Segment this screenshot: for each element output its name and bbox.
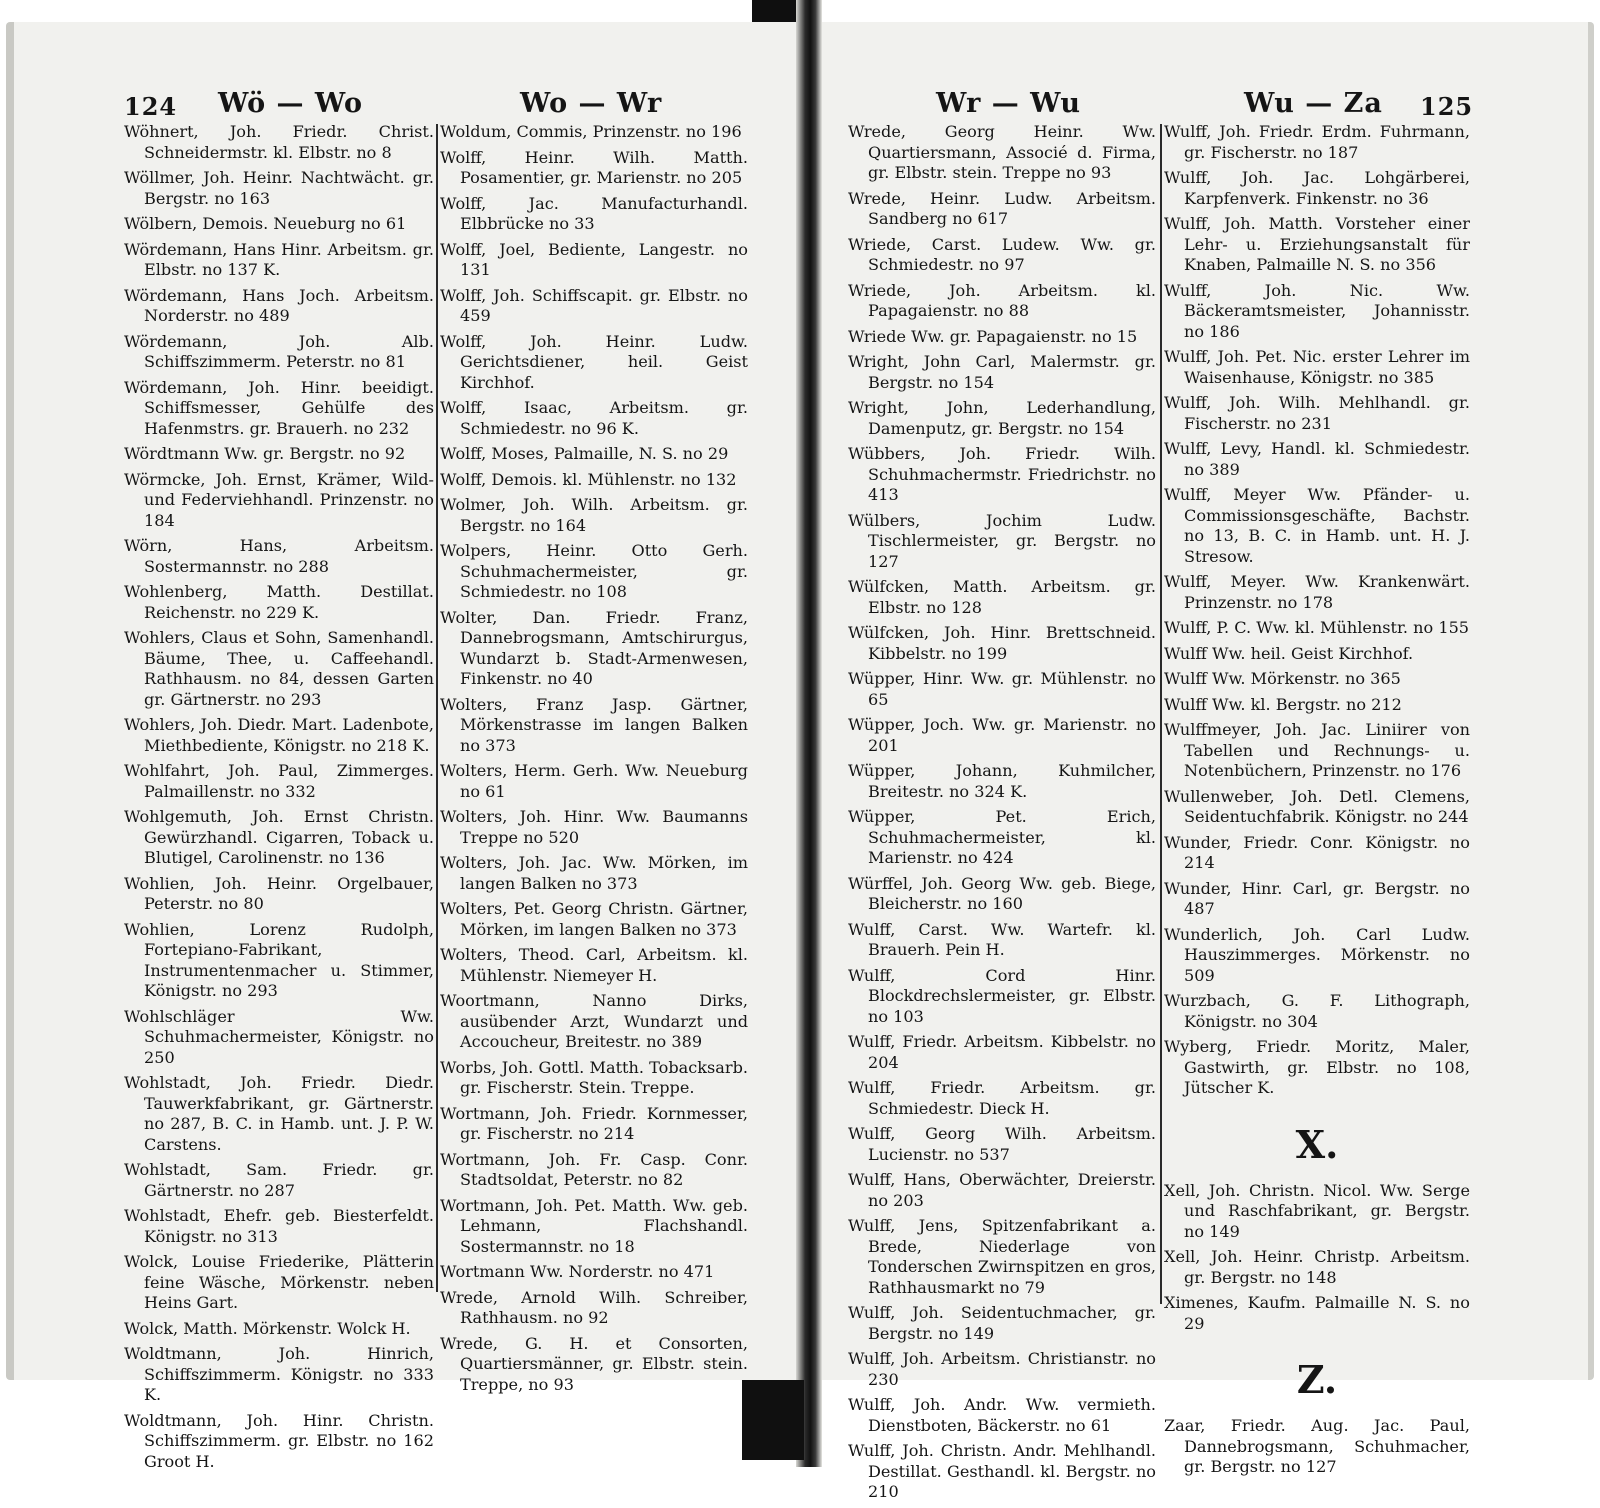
directory-entry: Wright, John Carl, Malermstr. gr. Bergstr. no 154: [848, 352, 1156, 392]
directory-entry: Wulff, Joh. Seidentuchmacher, gr. Bergstr. no 149: [848, 1303, 1156, 1343]
directory-entry: Wulff, Joh. Wilh. Mehlhandl. gr. Fischerstr. no 231: [1164, 393, 1470, 433]
directory-entry: Wülfcken, Joh. Hinr. Brettschneid. Kibbelstr. no 199: [848, 623, 1156, 663]
directory-entry: Wolmer, Joh. Wilh. Arbeitsm. gr. Bergstr. no 164: [440, 495, 748, 535]
directory-entry: Wolff, Moses, Palmaille, N. S. no 29: [440, 444, 729, 463]
directory-entry: Wolff, Heinr. Wilh. Matth. Posamentier, gr. Marienstr. no 205: [440, 147, 748, 187]
directory-entry: Wortmann Ww. Norderstr. no 471: [440, 1262, 715, 1281]
directory-entry: Zaar, Friedr. Aug. Jac. Paul, Dannebrogsmann, Schuhmacher, gr. Bergstr. no 127: [1164, 1416, 1470, 1476]
directory-entry: Wurzbach, G. F. Lithograph, Königstr. no 304: [1164, 991, 1470, 1031]
directory-entry: Wulff, Joh. Friedr. Erdm. Fuhrmann, gr. Fischerstr. no 187: [1164, 122, 1470, 162]
directory-entry: Wulff, Carst. Ww. Wartefr. kl. Brauerh. Pein H.: [848, 919, 1156, 959]
directory-entry: Wrede, Arnold Wilh. Schreiber, Rathhausm. no 92: [440, 1287, 748, 1327]
directory-entry: Wohlstadt, Joh. Friedr. Diedr. Tauwerkfabrikant, gr. Gärtnerstr. no 287, B. C. in Hamb. unt. J. P. W. Carstens.: [124, 1073, 434, 1154]
right-header-col3: Wr — Wu: [936, 88, 1081, 119]
directory-entry: Wohlschläger Ww. Schuhmachermeister, Königstr. no 250: [124, 1006, 434, 1067]
directory-entry: Ximenes, Kaufm. Palmaille N. S. no 29: [1164, 1293, 1470, 1333]
directory-entry: Wriede Ww. gr. Papagaienstr. no 15: [848, 326, 1138, 346]
directory-entry: Wübbers, Joh. Friedr. Wilh. Schuhmachermstr. Friedrichstr. no 413: [848, 444, 1156, 504]
directory-entry: Wulff, Meyer. Ww. Krankenwärt. Prinzenstr. no 178: [1164, 572, 1470, 612]
directory-entry: Wulff, P. C. Ww. kl. Mühlenstr. no 155: [1164, 618, 1470, 637]
directory-entry: Wördemann, Joh. Hinr. beeidigt. Schiffsmesser, Gehülfe des Hafenmstrs. gr. Brauerh. no 232: [124, 377, 434, 438]
directory-entry: Wulff, Joh. Arbeitsm. Christianstr. no 230: [848, 1349, 1156, 1389]
directory-entry: Wulff, Joh. Nic. Ww. Bäckeramtsmeister, Johannisstr. no 186: [1164, 280, 1470, 341]
directory-entry: Wohlenberg, Matth. Destillat. Reichenstr. no 229 K.: [124, 582, 434, 622]
directory-entry: Wolter, Dan. Friedr. Franz, Dannebrogsmann, Amtschirurgus, Wundarzt b. Stadt-Armenwesen, Finkenstr. no 40: [440, 607, 748, 688]
directory-column-3: [848, 122, 1156, 1508]
directory-entry: Wunder, Hinr. Carl, gr. Bergstr. no 487: [1164, 878, 1470, 918]
directory-entry: Wulff, Joh. Matth. Vorsteher einer Lehr- u. Erziehungsanstalt für Knaben, Palmaille N. S. no 356: [1164, 214, 1470, 274]
directory-entry: Wolters, Franz Jasp. Gärtner, Mörkenstrasse im langen Balken no 373: [440, 694, 748, 755]
directory-entry: Wright, John, Lederhandlung, Damenputz, gr. Bergstr. no 154: [848, 398, 1156, 438]
directory-entry: Wülfcken, Matth. Arbeitsm. gr. Elbstr. no 128: [848, 577, 1156, 617]
directory-entry: Wolff, Jac. Manufacturhandl. Elbbrücke no 33: [440, 193, 748, 233]
directory-entry: Wördemann, Joh. Alb. Schiffszimmerm. Peterstr. no 81: [124, 331, 434, 371]
directory-entry: Wolpers, Heinr. Otto Gerh. Schuhmachermeister, gr. Schmiedestr. no 108: [440, 541, 748, 601]
directory-entry: Woldtmann, Joh. Hinrich, Schiffszimmerm. Königstr. no 333 K.: [124, 1344, 434, 1404]
directory-entry: Wolff, Isaac, Arbeitsm. gr. Schmiedestr. no 96 K.: [440, 398, 748, 438]
section-letter-z: Z.: [1296, 1357, 1338, 1402]
directory-entry: Wüpper, Pet. Erich, Schuhmachermeister, kl. Marienstr. no 424: [848, 807, 1156, 867]
directory-entry: Wrede, G. H. et Consorten, Quartiersmänner, gr. Elbstr. stein. Treppe, no 93: [440, 1333, 748, 1394]
directory-entry: Wohlfahrt, Joh. Paul, Zimmerges. Palmaillenstr. no 332: [124, 761, 434, 801]
directory-entry: Wortmann, Joh. Fr. Casp. Conr. Stadtsoldat, Peterstr. no 82: [440, 1149, 748, 1189]
directory-entry: Wulff, Joh. Andr. Ww. vermieth. Dienstboten, Bäckerstr. no 61: [848, 1395, 1156, 1435]
left-page-number: 124: [124, 92, 178, 121]
directory-entry: Wördemann, Hans Hinr. Arbeitsm. gr. Elbstr. no 137 K.: [124, 239, 434, 279]
directory-entry: Wolff, Joel, Bediente, Langestr. no 131: [440, 239, 748, 279]
directory-entry: Wohlgemuth, Joh. Ernst Christn. Gewürzhandl. Cigarren, Toback u. Blutigel, Carolinenstr. no 136: [124, 807, 434, 867]
directory-entry: Wulffmeyer, Joh. Jac. Liniirer von Tabellen und Rechnungs- u. Notenbüchern, Prinzenstr. no 176: [1164, 720, 1470, 780]
directory-entry: Würffel, Joh. Georg Ww. geb. Biege, Bleicherstr. no 160: [848, 873, 1156, 913]
directory-entry: Wulff, Joh. Jac. Lohgärberei, Karpfenverk. Finkenstr. no 36: [1164, 168, 1470, 208]
directory-entry: Wohlers, Claus et Sohn, Samenhandl. Bäume, Thee, u. Caffeehandl. Rathhausm. no 84, dessen Garten gr. Gärtnerstr. no 293: [124, 628, 434, 709]
directory-entry: Wulff, Hans, Oberwächter, Dreierstr. no 203: [848, 1170, 1156, 1210]
directory-entry: Wrede, Heinr. Ludw. Arbeitsm. Sandberg no 617: [848, 188, 1156, 228]
left-header-col1: Wö — Wo: [218, 88, 364, 119]
directory-column-1: [124, 122, 434, 1477]
directory-entry: Worbs, Joh. Gottl. Matth. Tobacksarb. gr. Fischerstr. Stein. Treppe.: [440, 1057, 748, 1097]
directory-entry: Wördemann, Hans Joch. Arbeitsm. Norderstr. no 489: [124, 285, 434, 325]
directory-entry: Wolters, Theod. Carl, Arbeitsm. kl. Mühlenstr. Niemeyer H.: [440, 945, 748, 985]
directory-entry: Wördtmann Ww. gr. Bergstr. no 92: [124, 444, 406, 463]
directory-entry: Wölbern, Demois. Neueburg no 61: [124, 214, 407, 233]
directory-entry: Wulff, Joh. Pet. Nic. erster Lehrer im Waisenhause, Königstr. no 385: [1164, 347, 1470, 387]
directory-entry: Wüpper, Joch. Ww. gr. Marienstr. no 201: [848, 715, 1156, 755]
directory-column-2: [440, 122, 748, 1400]
directory-entry: Wohlers, Joh. Diedr. Mart. Ladenbote, Miethbediente, Königstr. no 218 K.: [124, 715, 434, 755]
directory-entry: Wörn, Hans, Arbeitsm. Sostermannstr. no 288: [124, 536, 434, 576]
left-header-col2: Wo — Wr: [520, 88, 663, 119]
directory-entry: Wolff, Demois. kl. Mühlenstr. no 132: [440, 469, 737, 489]
directory-entry: Wunder, Friedr. Conr. Königstr. no 214: [1164, 832, 1470, 872]
directory-entry: Wülbers, Jochim Ludw. Tischlermeister, gr. Bergstr. no 127: [848, 510, 1156, 571]
directory-entry: Wolters, Joh. Hinr. Ww. Baumanns Treppe no 520: [440, 807, 748, 847]
directory-entry: Wulff, Joh. Christn. Andr. Mehlhandl. Destillat. Gesthandl. kl. Bergstr. no 210: [848, 1441, 1156, 1501]
directory-entry: Wulff, Jens, Spitzenfabrikant a. Brede, Niederlage von Tonderschen Zwirnspitzen en gros, Rathhausmarkt no 79: [848, 1216, 1156, 1297]
column-rule-right: [1160, 124, 1162, 1304]
directory-entry: Wriede, Carst. Ludew. Ww. gr. Schmiedestr. no 97: [848, 234, 1156, 274]
directory-entry: Wulff Ww. kl. Bergstr. no 212: [1164, 694, 1402, 714]
directory-entry: Wulff, Friedr. Arbeitsm. Kibbelstr. no 204: [848, 1032, 1156, 1072]
directory-entry: Wyberg, Friedr. Moritz, Maler, Gastwirth, gr. Elbstr. no 108, Jütscher K.: [1164, 1037, 1470, 1097]
directory-entry: Wöllmer, Joh. Heinr. Nachtwächt. gr. Bergstr. no 163: [124, 168, 434, 208]
directory-entry: Xell, Joh. Heinr. Christp. Arbeitsm. gr. Bergstr. no 148: [1164, 1247, 1470, 1287]
directory-entry: Wohlien, Joh. Heinr. Orgelbauer, Peterstr. no 80: [124, 873, 434, 913]
directory-entry: Wohlien, Lorenz Rudolph, Fortepiano-Fabrikant, Instrumentenmacher u. Stimmer, Königstr. no 293: [124, 919, 434, 1000]
directory-entry: Wortmann, Joh. Friedr. Kornmesser, gr. Fischerstr. no 214: [440, 1103, 748, 1143]
directory-entry: Wulff Ww. heil. Geist Kirchhof.: [1164, 643, 1414, 663]
directory-entry: Wriede, Joh. Arbeitsm. kl. Papagaienstr. no 88: [848, 280, 1156, 320]
column-rule-left: [436, 124, 438, 1292]
directory-entry: Wolck, Matth. Mörkenstr. Wolck H.: [124, 1318, 411, 1338]
right-page-number: 125: [1420, 92, 1474, 121]
directory-entry: Wulff, Meyer Ww. Pfänder- u. Commissionsgeschäfte, Bachstr. no 13, B. C. in Hamb. unt. H. J. Stresow.: [1164, 485, 1470, 566]
directory-entry: Wulff, Georg Wilh. Arbeitsm. Lucienstr. no 537: [848, 1124, 1156, 1164]
directory-entry: Woortmann, Nanno Dirks, ausübender Arzt, Wundarzt und Accoucheur, Breitestr. no 389: [440, 991, 748, 1051]
directory-entry: Wüpper, Johann, Kuhmilcher, Breitestr. no 324 K.: [848, 761, 1156, 801]
directory-entry: Wöhnert, Joh. Friedr. Christ. Schneidermstr. kl. Elbstr. no 8: [124, 122, 434, 162]
directory-entry: Wulff, Friedr. Arbeitsm. gr. Schmiedestr. Dieck H.: [848, 1078, 1156, 1118]
directory-entry: Wolters, Joh. Jac. Ww. Mörken, im langen Balken no 373: [440, 853, 748, 893]
directory-entry: Woldtmann, Joh. Hinr. Christn. Schiffszimmerm. gr. Elbstr. no 162 Groot H.: [124, 1410, 434, 1471]
directory-entry: Wohlstadt, Sam. Friedr. gr. Gärtnerstr. no 287: [124, 1160, 434, 1200]
directory-entry: Wolters, Pet. Georg Christn. Gärtner, Mörken, im langen Balken no 373: [440, 899, 748, 939]
directory-entry: Wullenweber, Joh. Detl. Clemens, Seidentuchfabrik. Königstr. no 244: [1164, 786, 1470, 826]
directory-entry: Wunderlich, Joh. Carl Ludw. Hauszimmerges. Mörkenstr. no 509: [1164, 924, 1470, 985]
book-spine: [796, 0, 822, 1467]
directory-entry: Wrede, Georg Heinr. Ww. Quartiersmann, Associé d. Firma, gr. Elbstr. stein. Treppe no 93: [848, 122, 1156, 182]
directory-entry: Wüpper, Hinr. Ww. gr. Mühlenstr. no 65: [848, 669, 1156, 709]
directory-entry: Wolck, Louise Friederike, Plätterin feine Wäsche, Mörkenstr. neben Heins Gart.: [124, 1252, 434, 1312]
directory-column-4: [1164, 122, 1470, 1483]
section-letter-x: X.: [1295, 1121, 1339, 1167]
directory-entry: Wolters, Herm. Gerh. Ww. Neueburg no 61: [440, 761, 748, 801]
directory-entry: Wulff, Levy, Handl. kl. Schmiedestr. no 389: [1164, 439, 1470, 479]
directory-entry: Wulff, Cord Hinr. Blockdrechslermeister, gr. Elbstr. no 103: [848, 965, 1156, 1026]
bookmark-ribbon-bottom: [742, 1380, 804, 1460]
directory-entry: Woldum, Commis, Prinzenstr. no 196: [440, 122, 742, 141]
directory-entry: Xell, Joh. Christn. Nicol. Ww. Serge und Raschfabrikant, gr. Bergstr. no 149: [1164, 1180, 1470, 1241]
directory-entry: Wolff, Joh. Schiffscapit. gr. Elbstr. no 459: [440, 285, 748, 325]
directory-entry: Wohlstadt, Ehefr. geb. Biesterfeldt. Königstr. no 313: [124, 1206, 434, 1246]
directory-entry: Wulff Ww. Mörkenstr. no 365: [1164, 669, 1401, 688]
right-header-col4: Wu — Za: [1244, 88, 1383, 119]
directory-entry: Wolff, Joh. Heinr. Ludw. Gerichtsdiener, heil. Geist Kirchhof.: [440, 331, 748, 392]
directory-entry: Wörmcke, Joh. Ernst, Krämer, Wild- und Federviehhandl. Prinzenstr. no 184: [124, 469, 434, 530]
directory-entry: Wortmann, Joh. Pet. Matth. Ww. geb. Lehmann, Flachshandl. Sostermannstr. no 18: [440, 1195, 748, 1256]
